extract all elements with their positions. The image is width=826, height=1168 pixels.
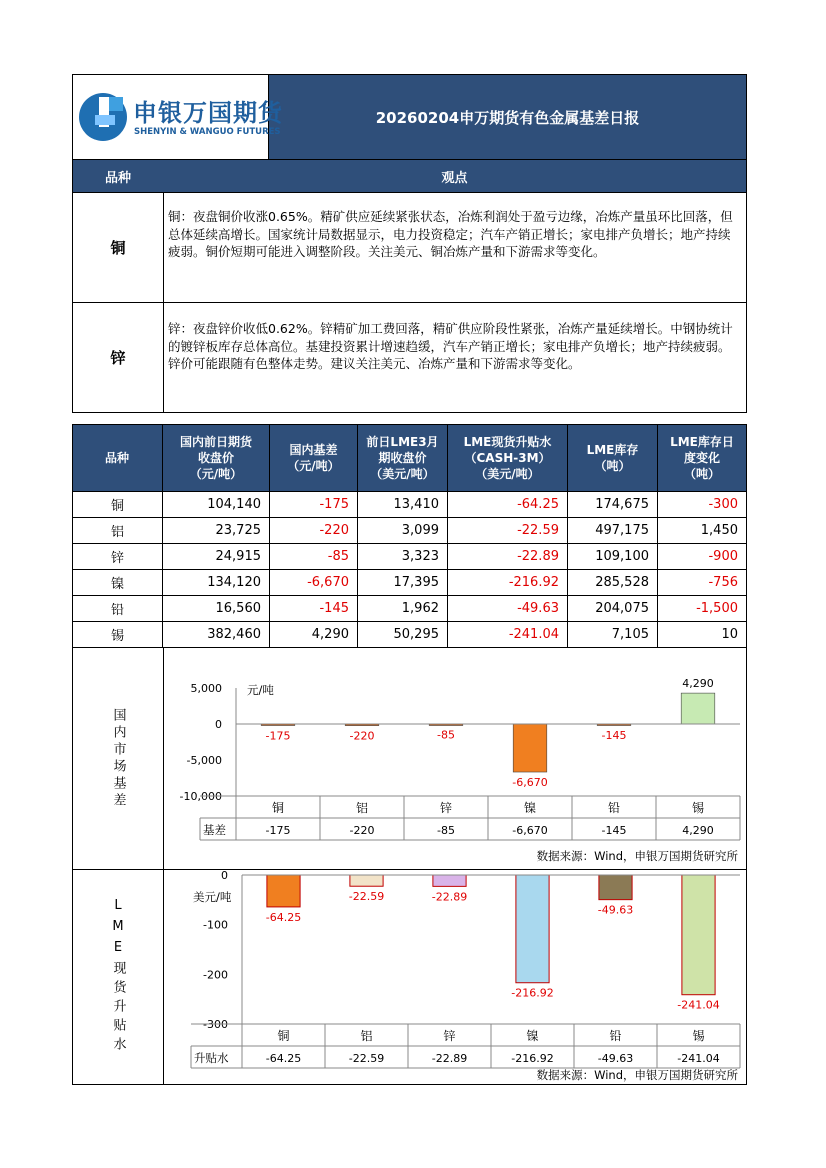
x-category-label: 锌 [439,801,453,815]
table-header-cell [568,424,658,492]
table-cell: 1,962 [358,596,448,622]
table-cell: 285,528 [568,570,658,596]
chart2-label: LME现货升贴水 [110,897,126,1056]
table-row-variety: 镍 [72,570,163,596]
table-cell: -22.89 [448,544,568,570]
logo-text-cn: 申银万国期货 [133,99,283,127]
table-value: -85 [437,824,455,837]
table-cell: 174,675 [568,492,658,518]
bar [350,875,383,886]
table-cell: 3,323 [358,544,448,570]
table-row-variety: 锌 [72,544,163,570]
x-category-label: 镍 [526,1029,539,1043]
table-header-cell [163,424,270,492]
table-header-cell [72,424,163,492]
bar [681,693,715,724]
y-tick-label: -5,000 [186,754,222,767]
bar [267,875,300,907]
table-cell: 1,450 [658,518,747,544]
basis-chart [163,648,745,868]
data-label: -49.63 [597,903,634,917]
table-header-text: 国内前日期货 [179,435,252,449]
table-cell: 382,460 [163,622,270,648]
data-label: -22.59 [348,890,385,904]
table-value: -6,670 [512,824,548,837]
table-cell: 16,560 [163,596,270,622]
y-tick-label: -300 [203,1018,228,1031]
chart1-area [163,648,747,870]
y-tick-label: 0 [221,869,228,882]
table-cell: 24,915 [163,544,270,570]
table-cell: 109,100 [568,544,658,570]
bar [516,875,549,983]
table-row-variety: 铜 [72,492,163,518]
view-row-zinc-text: 锌：夜盘锌价收低0.62%。锌精矿加工费回落，精矿供应阶段性紧张，冶炼产量延续增长。中钢协统计的镀锌板库存总体高位。基建投资累计增速趋缓，汽车产销正增长；家电排产负增长；地产持续疲弱。锌价可能跟随有色整体走势。建议关注美元、冶炼产量和下游需求等变化。 [163,302,747,413]
table-cell: 134,120 [163,570,270,596]
table-cell: -216.92 [448,570,568,596]
table-cell: -49.63 [448,596,568,622]
logo-text-en: SHENYIN & WANGUO FUTURES [134,127,281,137]
table-header-text: 期收盘价 [378,451,427,465]
table-value: -241.04 [677,1052,720,1065]
y-unit-label: 美元/吨 [193,890,232,904]
table-value: 4,290 [682,824,714,837]
views-header-view: 观点 [163,160,747,193]
table-cell: -220 [270,518,358,544]
table-header-text: （美元/吨） [370,467,435,481]
bar [433,875,466,886]
x-category-label: 铅 [609,1029,622,1043]
chart1-label-cell [72,648,164,870]
table-cell: -1,500 [658,596,747,622]
bar [599,875,632,900]
table-header-text: 国内基差 [289,443,338,457]
table-value: -220 [349,824,375,837]
table-cell: 10 [658,622,747,648]
x-category-label: 铜 [277,1029,290,1043]
table-cell: 17,395 [358,570,448,596]
y-tick-label: -200 [203,968,228,982]
data-label: -85 [437,728,455,742]
view-row-copper-text: 铜：夜盘铜价收涨0.65%。精矿供应延续紧张状态，冶炼利润处于盈亏边缘，冶炼产量虽环比回落，但总体延续高增长。国家统计局数据显示，电力投资稳定；汽车产销正增长；家电排产负增长；地产持续疲弱。铜价短期可能进入调整阶段。关注美元、铜冶炼产量和下游需求等变化。 [163,192,747,303]
data-label: -175 [265,729,291,743]
table-cell: -22.59 [448,518,568,544]
table-header-text: （CASH-3M） [464,451,551,465]
table-row-variety: 锡 [72,622,163,648]
view-row-copper-name: 铜 [72,192,164,303]
data-label: -64.25 [265,910,302,924]
x-category-label: 铜 [271,801,285,815]
table-cell: 3,099 [358,518,448,544]
chart2-label-cell [72,869,164,1085]
x-category-label: 铝 [360,1029,373,1043]
y-tick-label: -10,000 [179,790,222,803]
table-value: -145 [601,824,627,837]
lme-spread-chart [163,869,745,1083]
table-cell: -900 [658,544,747,570]
x-category-label: 镍 [523,801,537,815]
table-header-text: （元/吨） [189,467,243,481]
table-cell: 4,290 [270,622,358,648]
y-tick-label: 0 [215,718,222,731]
table-row-variety: 铅 [72,596,163,622]
table-header-text: 前日LME3月 [366,435,439,449]
data-label: -22.89 [431,890,468,904]
table-cell: -64.25 [448,492,568,518]
table-header-text: 度变化 [683,451,720,465]
table-cell: 13,410 [358,492,448,518]
x-category-label: 锡 [691,801,705,815]
x-category-label: 铅 [607,801,621,815]
table-row-variety: 铝 [72,518,163,544]
table-cell: 104,140 [163,492,270,518]
table-header-text: 品种 [104,451,129,465]
table-header-cell [658,424,747,492]
table-header-text: LME库存日 [670,435,734,449]
chart2-area [163,869,747,1085]
bar [682,875,715,995]
data-label: -216.92 [511,986,554,1000]
view-row-zinc-name: 锌 [72,302,164,413]
data-label: -6,670 [512,776,548,790]
table-header-cell [358,424,448,492]
logo-area [73,75,283,159]
data-label: -145 [601,729,627,743]
table-header-text: （吨） [594,459,631,473]
table-cell: -85 [270,544,358,570]
x-category-label: 铝 [355,801,369,815]
table-cell: -145 [270,596,358,622]
table-cell: 497,175 [568,518,658,544]
table-cell: 204,075 [568,596,658,622]
bar [513,724,547,772]
table-header-cell [448,424,568,492]
table-header-text: LME现货升贴水 [463,435,552,449]
table-header-text: （吨） [683,467,720,481]
chart1-label: 国内市场基差 [110,707,126,810]
table-header-text: 收盘价 [197,451,234,465]
views-header-variety: 品种 [72,160,164,193]
x-category-label: 锡 [692,1029,705,1043]
table-value: -49.63 [597,1052,634,1065]
series-name-label: 基差 [203,823,226,837]
table-value: -216.92 [511,1052,554,1065]
y-tick-label: -100 [203,918,228,932]
table-cell: 50,295 [358,622,448,648]
data-label: -241.04 [677,998,720,1012]
table-header-text: （元/吨） [287,459,340,473]
table-header-cell [270,424,358,492]
table-cell: -241.04 [448,622,568,648]
table-value: -22.89 [431,1052,468,1065]
data-label: 4,290 [682,677,714,691]
table-cell: 7,105 [568,622,658,648]
table-header-text: LME库存 [586,443,639,457]
table-value: -22.59 [348,1052,385,1065]
table-cell: 23,725 [163,518,270,544]
table-cell: -6,670 [270,570,358,596]
series-name-label: 升贴水 [194,1051,229,1065]
source-note: 数据来源：Wind，申银万国期货研究所 [536,849,738,863]
y-unit-label: 元/吨 [247,683,274,697]
table-value: -64.25 [265,1052,302,1065]
table-value: -175 [265,824,291,837]
source-note: 数据来源：Wind，申银万国期货研究所 [536,1068,738,1082]
table-cell: -175 [270,492,358,518]
data-label: -220 [349,729,375,743]
report-title: 20260204申万期货有色金属基差日报 [375,108,640,127]
table-cell: -756 [658,570,747,596]
x-category-label: 锌 [443,1029,456,1043]
table-cell: -300 [658,492,747,518]
y-tick-label: 5,000 [190,682,222,695]
table-header-text: （美元/吨） [475,467,540,481]
